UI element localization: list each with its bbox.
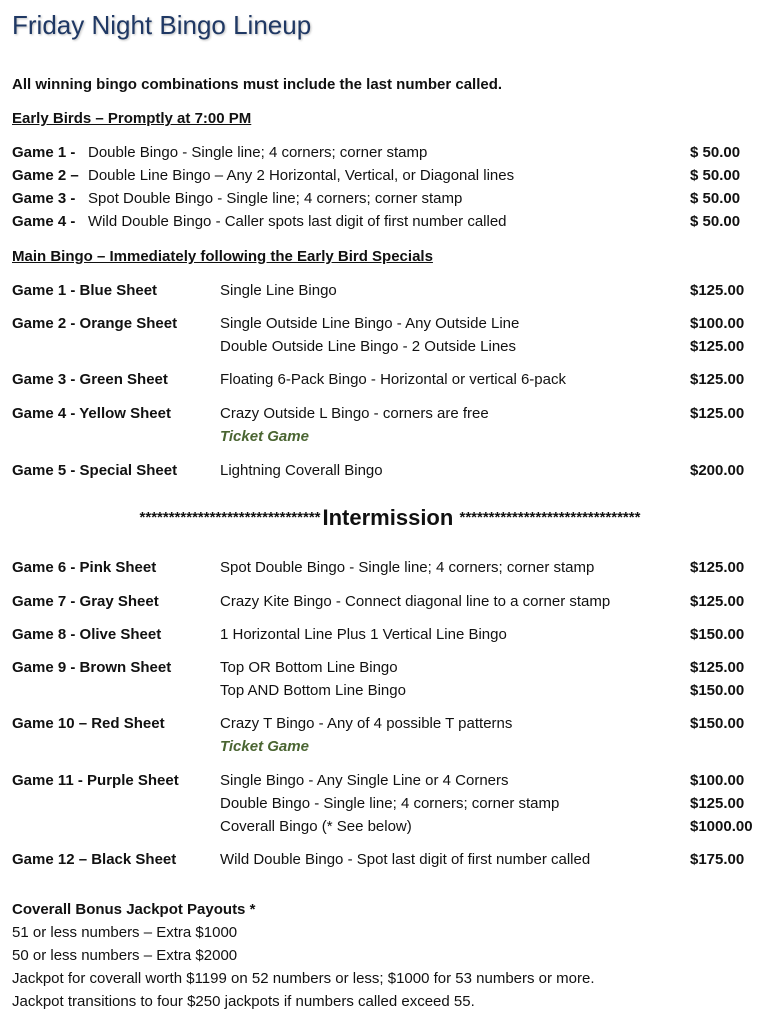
- bonus-line: 50 or less numbers – Extra $2000: [12, 947, 238, 964]
- game-name: Game 12 – Black Sheet: [12, 851, 177, 868]
- game-prize: $125.00: [690, 593, 745, 610]
- winning-rule-text: All winning bingo combinations must include the last number called.: [12, 76, 503, 93]
- game-description: Spot Double Bingo - Single line; 4 corners; corner stamp: [88, 190, 463, 207]
- game-description: Wild Double Bingo - Caller spots last digit of first number called: [88, 213, 507, 230]
- game-name: Game 3 -: [12, 190, 76, 207]
- game-name: Game 5 - Special Sheet: [12, 462, 178, 479]
- game-prize: $125.00: [690, 371, 745, 388]
- game-name: Game 2 - Orange Sheet: [12, 315, 178, 332]
- game-description: Crazy T Bingo - Any of 4 possible T patterns: [220, 715, 513, 732]
- game-prize: $125.00: [690, 405, 745, 422]
- game-prize: $150.00: [690, 626, 745, 643]
- game-prize: $100.00: [690, 315, 745, 332]
- game-description: Spot Double Bingo - Single line; 4 corners; corner stamp: [220, 559, 595, 576]
- early-bird-game-row: [12, 144, 752, 166]
- game-name: Game 2 –: [12, 167, 79, 184]
- game-prize: $ 50.00: [690, 144, 741, 161]
- game-description: Coverall Bingo (* See below): [220, 818, 412, 835]
- game-prize: $125.00: [690, 559, 745, 576]
- early-bird-game-row: [12, 167, 752, 189]
- game-name: Game 3 - Green Sheet: [12, 371, 168, 388]
- intermission-divider: [10, 505, 770, 531]
- bonus-line: Jackpot for coverall worth $1199 on 52 numbers or less; $1000 for 53 numbers or more.: [12, 970, 595, 987]
- bonus-line: 51 or less numbers – Extra $1000: [12, 924, 238, 941]
- game-prize: $100.00: [690, 772, 745, 789]
- stars-left: *******************************: [139, 509, 321, 526]
- game-prize: $125.00: [690, 282, 745, 299]
- game-description: Floating 6-Pack Bingo - Horizontal or vertical 6-pack: [220, 371, 566, 388]
- game-prize: $150.00: [690, 715, 745, 732]
- coverall-bonus-section: [12, 898, 595, 1013]
- game-name: Game 1 -: [12, 144, 76, 161]
- game-description: Single Bingo - Any Single Line or 4 Corners: [220, 772, 509, 789]
- early-birds-heading: Early Birds – Promptly at 7:00 PM: [12, 110, 252, 127]
- game-name: Game 8 - Olive Sheet: [12, 626, 162, 643]
- game-prize: $ 50.00: [690, 167, 741, 184]
- stars-right: *******************************: [459, 509, 641, 526]
- game-description: Wild Double Bingo - Spot last digit of first number called: [220, 851, 591, 868]
- game-name: Game 9 - Brown Sheet: [12, 659, 172, 676]
- intermission-label: Intermission: [322, 505, 454, 530]
- game-name: Game 6 - Pink Sheet: [12, 559, 157, 576]
- game-name: Game 4 -: [12, 213, 76, 230]
- game-prize: $125.00: [690, 659, 745, 676]
- game-prize: $200.00: [690, 462, 745, 479]
- game-description: 1 Horizontal Line Plus 1 Vertical Line Bingo: [220, 626, 507, 643]
- game-prize: $175.00: [690, 851, 745, 868]
- game-name: Game 10 – Red Sheet: [12, 715, 165, 732]
- early-bird-game-row: [12, 213, 752, 235]
- game-name: Game 4 - Yellow Sheet: [12, 405, 171, 422]
- game-prize: $1000.00: [690, 818, 753, 835]
- game-description: Double Outside Line Bingo - 2 Outside Lines: [220, 338, 517, 355]
- page-title: Friday Night Bingo Lineup: [12, 10, 312, 40]
- game-description: Double Bingo - Single line; 4 corners; corner stamp: [88, 144, 428, 161]
- game-description: Double Bingo - Single line; 4 corners; corner stamp: [220, 795, 560, 812]
- bonus-line: Jackpot transitions to four $250 jackpots if numbers called exceed 55.: [12, 993, 475, 1010]
- game-prize: $ 50.00: [690, 190, 741, 207]
- main-bingo-heading: Main Bingo – Immediately following the Early Bird Specials: [12, 248, 433, 265]
- game-prize: $ 50.00: [690, 213, 741, 230]
- game-name: Game 7 - Gray Sheet: [12, 593, 159, 610]
- game-description: Top OR Bottom Line Bingo: [220, 659, 398, 676]
- game-description: Lightning Coverall Bingo: [220, 462, 383, 479]
- game-description: Top AND Bottom Line Bingo: [220, 682, 406, 699]
- game-prize: $125.00: [690, 338, 745, 355]
- early-bird-game-row: [12, 190, 752, 212]
- game-name: Game 11 - Purple Sheet: [12, 772, 179, 789]
- game-prize: $125.00: [690, 795, 745, 812]
- ticket-game-note: Ticket Game: [220, 738, 309, 755]
- game-description: Single Outside Line Bingo - Any Outside Line: [220, 315, 520, 332]
- game-name: Game 1 - Blue Sheet: [12, 282, 158, 299]
- ticket-game-note: Ticket Game: [220, 428, 309, 445]
- game-description: Crazy Outside L Bingo - corners are free: [220, 405, 489, 422]
- game-prize: $150.00: [690, 682, 745, 699]
- game-description: Double Line Bingo – Any 2 Horizontal, Vertical, or Diagonal lines: [88, 167, 515, 184]
- bonus-heading: Coverall Bonus Jackpot Payouts *: [12, 901, 256, 918]
- game-description: Single Line Bingo: [220, 282, 337, 299]
- game-description: Crazy Kite Bingo - Connect diagonal line to a corner stamp: [220, 593, 611, 610]
